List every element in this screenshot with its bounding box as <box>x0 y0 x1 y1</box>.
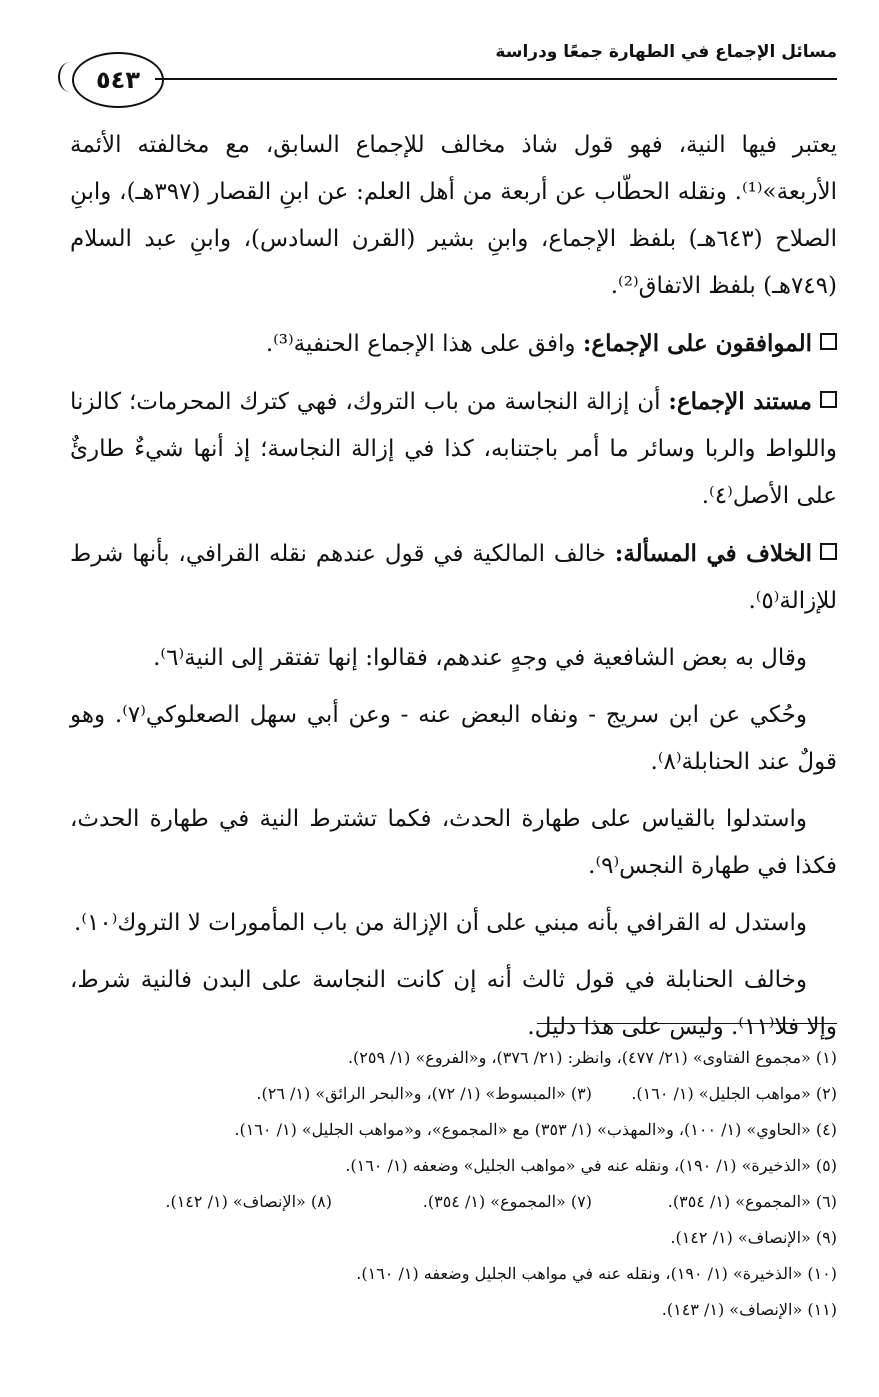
footnote-8: (٨) «الإنصاف» (١/ ١٤٢). <box>165 1192 332 1211</box>
page-number-oval <box>72 52 164 108</box>
paragraph-qarafi: واستدل له القرافي بأنه مبني على أن الإزالة من باب المأمورات لا التروك⁽١٠⁾. <box>74 910 807 936</box>
running-title: مسائل الإجماع في الطهارة جمعًا ودراسة <box>495 42 837 62</box>
section-heading-dispute: الخلاف في المسألة: <box>614 540 812 567</box>
paragraph-surayj: وحُكي عن ابن سريج - ونفاه البعض عنه - وعن أبي سهل الصعلوكي⁽٧⁾. وهو قولٌ عند الحنابلة⁽٨⁾. <box>70 702 837 775</box>
square-bullet-icon <box>820 543 837 560</box>
paragraph-continuation: يعتبر فيها النية، فهو قول شاذ مخالف للإجماع السابق، مع مخالفته الأئمة الأربعة»⁽¹⁾. ونقله الحطّاب عن أربعة من أهل العلم: عن ابنِ القصار (٣٩٧هـ)، وابنِ الصلاح (٦٤٣هـ) بلفظ الإجماع، وابنِ بشير (القرن السادس)، وابنِ عبد السلام (٧٤٩هـ) بلفظ الاتفاق⁽²⁾. <box>70 132 838 299</box>
footnote-2: (٢) «مواهب الجليل» (١/ ١٦٠). <box>631 1084 837 1103</box>
section-text-basis: أن إزالة النجاسة من باب التروك، فهي كترك المحرمات؛ كالزنا واللواط والربا وسائر ما أمر باجتنابه، كذا في إزالة النجاسة؛ إذ أنها شيءٌ طارئٌ على الأصل⁽٤⁾. <box>70 389 837 509</box>
section-agreement <box>70 320 837 368</box>
section-basis <box>70 378 837 520</box>
footnote-10: (١٠) «الذخيرة» (١/ ١٩٠)، ونقله عنه في مواهب الجليل وضعفه (١/ ١٦٠). <box>356 1264 837 1283</box>
footnote-5: (٥) «الذخيرة» (١/ ١٩٠)، ونقله عنه في «مواهب الجليل» وضعفه (١/ ١٦٠). <box>345 1156 837 1175</box>
footnote-3: (٣) «المبسوط» (١/ ٧٢)، و«البحر الرائق» (١/ ٢٦). <box>256 1084 592 1103</box>
footnote-row-2-3 <box>70 1076 837 1112</box>
footnote-7: (٧) «المجموع» (١/ ٣٥٤). <box>422 1192 592 1211</box>
section-dispute <box>70 530 837 625</box>
footnote-6: (٦) «المجموع» (١/ ٣٥٤). <box>667 1192 837 1211</box>
footnote-11: (١١) «الإنصاف» (١/ ١٤٣). <box>661 1300 837 1319</box>
section-heading-basis: مستند الإجماع: <box>668 388 812 415</box>
footnote-4: (٤) «الحاوي» (١/ ١٠٠)، و«المهذب» (١/ ٣٥٣) مع «المجموع»، و«مواهب الجليل» (١/ ١٦٠). <box>234 1120 837 1139</box>
section-text-agreement: وافق على هذا الإجماع الحنفية⁽³⁾. <box>265 331 583 357</box>
square-bullet-icon <box>820 333 837 350</box>
header-rule <box>155 78 837 80</box>
section-heading-agreement: الموافقون على الإجماع: <box>582 330 812 357</box>
main-text <box>70 122 837 1061</box>
footnote-separator <box>537 1023 837 1024</box>
section-text-dispute: خالف المالكية في قول عندهم نقله القرافي، بأنها شرط للإزالة⁽٥⁾. <box>70 541 837 614</box>
paragraph-hanabila: وخالف الحنابلة في قول ثالث أنه إن كانت النجاسة على البدن فالنية شرط، وإلا فلا⁽١١⁾. وليس على هذا دليل. <box>70 967 837 1040</box>
page-number: ٥٤٣ <box>96 66 140 94</box>
paragraph-qiyas: واستدلوا بالقياس على طهارة الحدث، فكما تشترط النية في طهارة الحدث، فكذا في طهارة النجس⁽٩⁾. <box>70 806 837 879</box>
footnote-1: (١) «مجموع الفتاوى» (٢١/ ٤٧٧)، وانظر: (٢١/ ٣٧٦)، و«الفروع» (١/ ٢٥٩). <box>347 1048 837 1067</box>
square-bullet-icon <box>820 391 837 408</box>
footnote-row-6-8 <box>70 1184 837 1220</box>
paragraph-shafii: وقال به بعض الشافعية في وجهٍ عندهم، فقالوا: إنها تفتقر إلى النية⁽٦⁾. <box>153 645 807 671</box>
footnote-9: (٩) «الإنصاف» (١/ ١٤٢). <box>670 1228 837 1247</box>
footnotes <box>70 1040 837 1328</box>
